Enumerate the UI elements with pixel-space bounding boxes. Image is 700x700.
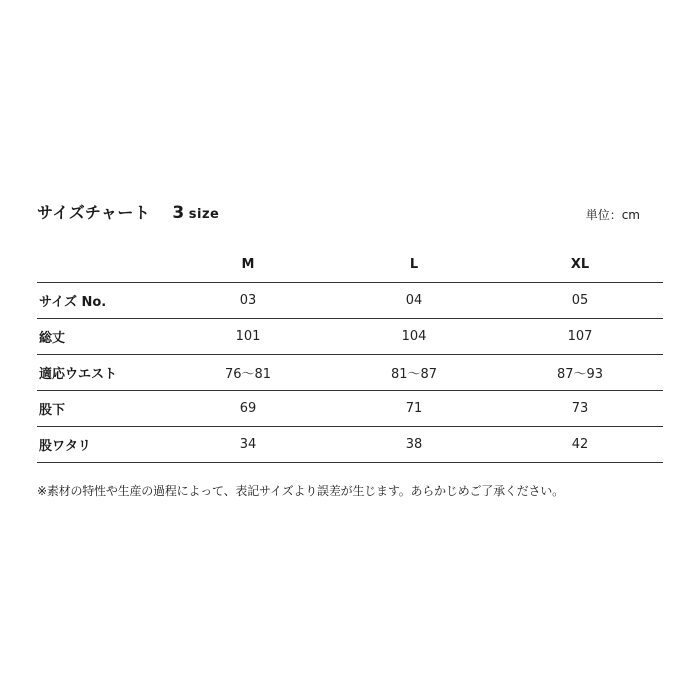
table-cell: 42 — [497, 427, 663, 463]
table-header-row — [37, 246, 663, 283]
disclaimer-note: ※素材の特性や生産の過程によって、表記サイズより誤差が生じます。あらかじめご了承ください。 — [37, 484, 564, 498]
row-label: 股下 — [37, 391, 165, 427]
size-count: 3 — [172, 203, 185, 223]
unit-label: 単位：cm — [585, 208, 640, 222]
table-cell: 34 — [165, 427, 331, 463]
column-header-m: M — [165, 246, 331, 283]
table-cell: 04 — [331, 283, 497, 319]
table-cell: 104 — [331, 319, 497, 355]
row-label: サイズ No. — [37, 283, 165, 319]
table-cell: 73 — [497, 391, 663, 427]
table-cell: 76〜81 — [165, 355, 331, 391]
table-cell: 69 — [165, 391, 331, 427]
page-title — [37, 200, 219, 223]
column-header-xl: XL — [497, 246, 663, 283]
table-cell: 71 — [331, 391, 497, 427]
table-cell: 101 — [165, 319, 331, 355]
size-table — [37, 246, 663, 463]
row-label: 総丈 — [37, 319, 165, 355]
row-label: 股ワタリ — [37, 427, 165, 463]
column-header-empty — [37, 246, 165, 283]
table-row — [37, 283, 663, 319]
table-cell: 05 — [497, 283, 663, 319]
table-row — [37, 427, 663, 463]
table-row — [37, 355, 663, 391]
table-row — [37, 319, 663, 355]
table-cell: 03 — [165, 283, 331, 319]
table-cell: 38 — [331, 427, 497, 463]
table-cell: 107 — [497, 319, 663, 355]
table-cell: 81〜87 — [331, 355, 497, 391]
column-header-l: L — [331, 246, 497, 283]
table-row — [37, 391, 663, 427]
table-cell: 87〜93 — [497, 355, 663, 391]
title-text: サイズチャート — [37, 203, 151, 222]
row-label: 適応ウエスト — [37, 355, 165, 391]
size-count-suffix: size — [188, 207, 220, 222]
